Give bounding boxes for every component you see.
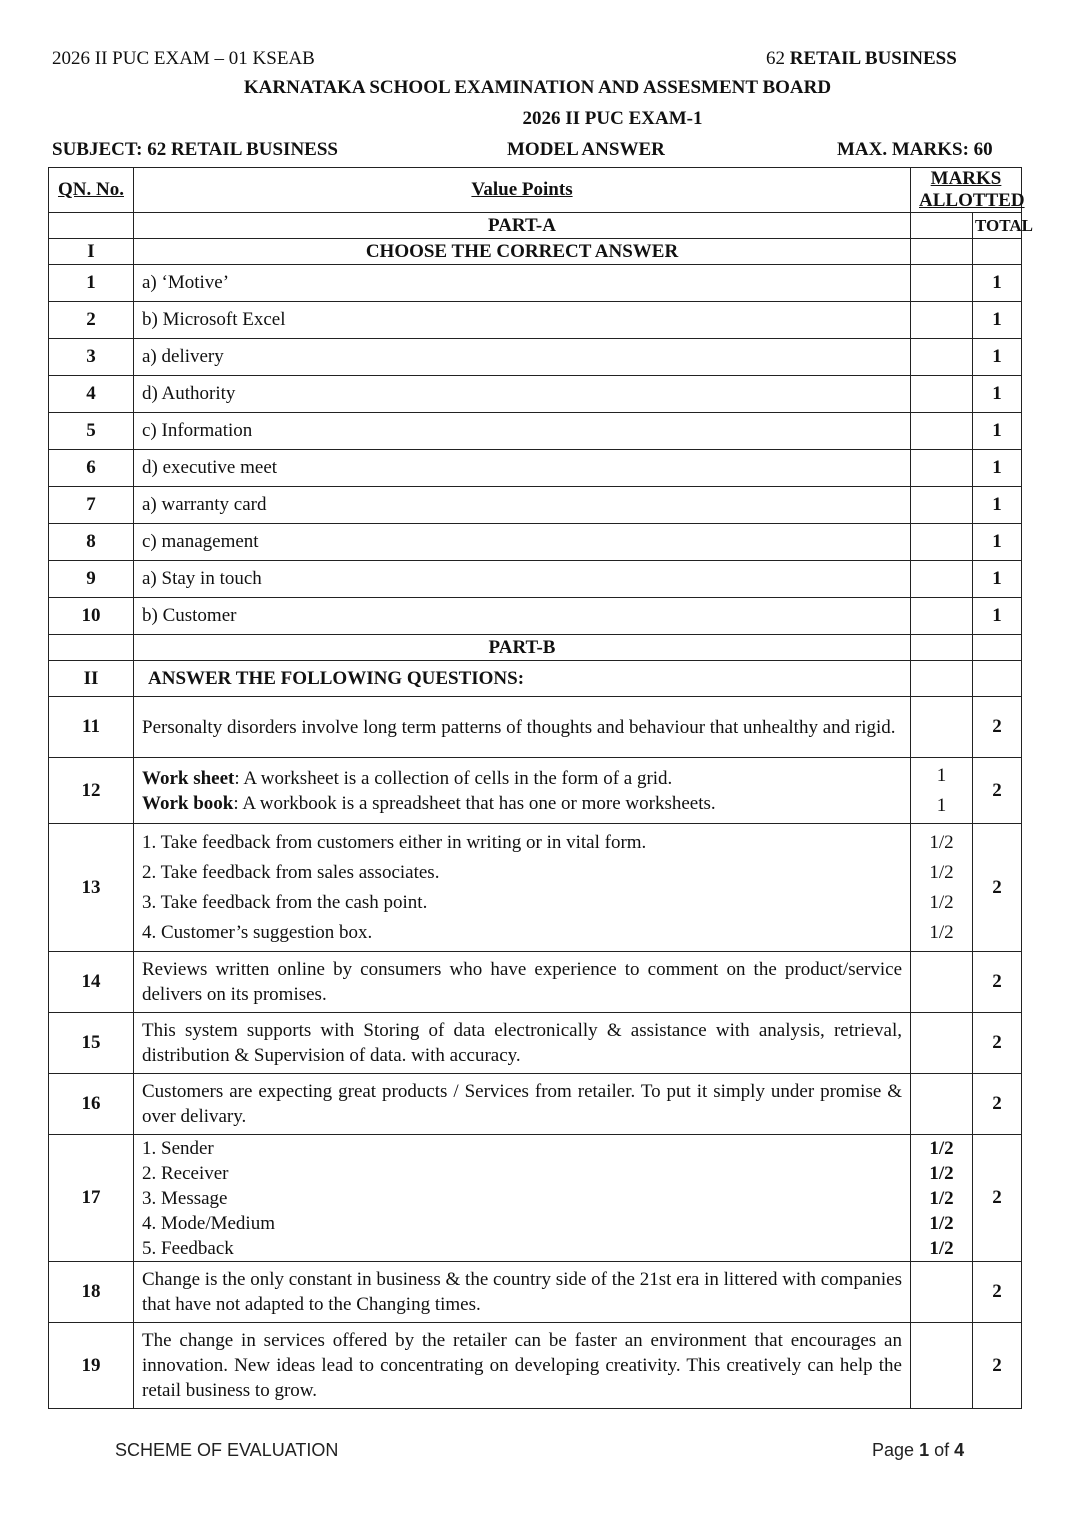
total-marks: 2 <box>973 1074 1022 1135</box>
marks-allotted <box>911 487 973 524</box>
question-number: 17 <box>49 1135 134 1262</box>
question-number: 12 <box>49 758 134 824</box>
total-marks: 2 <box>973 824 1022 952</box>
question-number: 1 <box>49 265 134 302</box>
question-number: 19 <box>49 1323 134 1409</box>
question-number: 4 <box>49 376 134 413</box>
section-number: I <box>49 239 134 265</box>
answer-text: Personalty disorders involve long term patterns of thoughts and behaviour that unhealthy and rigid. <box>134 697 911 758</box>
table-row <box>49 413 1022 450</box>
question-number: 2 <box>49 302 134 339</box>
total-marks: 1 <box>973 561 1022 598</box>
table-row <box>49 1135 1022 1262</box>
marks-allotted <box>911 265 973 302</box>
col-qn-header: QN. No. <box>49 168 134 213</box>
question-number: 6 <box>49 450 134 487</box>
question-number: 10 <box>49 598 134 635</box>
total-marks: 2 <box>973 952 1022 1013</box>
total-marks: 1 <box>973 302 1022 339</box>
table-row <box>49 1013 1022 1074</box>
section-row <box>49 661 1022 697</box>
answer-text: Reviews written online by consumers who have experience to comment on the product/service delivers on its promises. <box>134 952 911 1013</box>
answer-table <box>48 167 1033 1409</box>
col-marks-header: MARKS ALLOTTED <box>911 168 1022 213</box>
current-page: 1 <box>919 1440 930 1460</box>
mark-value: 1 <box>936 794 947 816</box>
board-title: KARNATAKA SCHOOL EXAMINATION AND ASSESMENT BOARD <box>243 77 832 98</box>
answer-text: Change is the only constant in business & the country side of the 21st era in littered with companies that have not adapted to the Changing times. <box>134 1262 911 1323</box>
max-marks-label: MAX. MARKS: 60 <box>837 139 993 160</box>
header-subject-code <box>766 48 957 70</box>
answer-text: b) Microsoft Excel <box>134 302 911 339</box>
marks-allotted <box>911 561 973 598</box>
table-row <box>49 450 1022 487</box>
model-answer-label: MODEL ANSWER <box>507 139 665 160</box>
header-subject-number: 62 <box>766 48 785 69</box>
list-item: 4. Customer’s suggestion box. <box>142 921 373 943</box>
question-number: 14 <box>49 952 134 1013</box>
question-number: 18 <box>49 1262 134 1323</box>
table-row <box>49 376 1022 413</box>
marks-allotted <box>911 450 973 487</box>
answer-text <box>134 758 911 824</box>
table-row <box>49 487 1022 524</box>
list-item: 5. Feedback <box>142 1237 234 1259</box>
mark-value: 1/2 <box>929 1212 954 1234</box>
term-definition: : A workbook is a spreadsheet that has one or more worksheets. <box>233 792 716 814</box>
page-number <box>872 1440 964 1461</box>
marks-allotted <box>911 524 973 561</box>
marks-allotted <box>911 598 973 635</box>
col-value-header: Value Points <box>134 168 911 213</box>
marks-allotted <box>911 413 973 450</box>
total-marks: 1 <box>973 487 1022 524</box>
question-number: 5 <box>49 413 134 450</box>
answer-list <box>134 1135 911 1262</box>
mark-value: 1 <box>936 764 947 786</box>
question-number: 15 <box>49 1013 134 1074</box>
list-item: 3. Message <box>142 1187 228 1209</box>
list-item: 4. Mode/Medium <box>142 1212 275 1234</box>
total-pages: 4 <box>954 1440 965 1460</box>
marks-allotted <box>911 1135 973 1262</box>
answer-text: a) ‘Motive’ <box>134 265 911 302</box>
section-title: CHOOSE THE CORRECT ANSWER <box>134 239 911 265</box>
term-label: Work book <box>142 792 234 814</box>
question-number: 8 <box>49 524 134 561</box>
list-item: 1. Take feedback from customers either in writing or in vital form. <box>142 831 647 853</box>
question-number: 13 <box>49 824 134 952</box>
total-marks: 1 <box>973 413 1022 450</box>
marks-allotted <box>911 824 973 952</box>
answer-text: c) management <box>134 524 911 561</box>
total-marks: 1 <box>973 265 1022 302</box>
mark-value: 1/2 <box>929 1137 954 1159</box>
subject-label: SUBJECT: 62 RETAIL BUSINESS <box>52 139 338 160</box>
total-marks: 1 <box>973 524 1022 561</box>
list-item: 3. Take feedback from the cash point. <box>142 891 428 913</box>
table-row <box>49 1262 1022 1323</box>
part-a-title: PART-A <box>134 213 911 239</box>
marks-allotted <box>911 758 973 824</box>
mark-value: 1/2 <box>929 861 954 883</box>
total-marks: 1 <box>973 376 1022 413</box>
mark-value: 1/2 <box>929 921 954 943</box>
marks-allotted <box>911 376 973 413</box>
question-number: 9 <box>49 561 134 598</box>
table-row <box>49 302 1022 339</box>
total-marks: 2 <box>973 1262 1022 1323</box>
term-definition: : A worksheet is a collection of cells in the form of a grid. <box>234 767 673 789</box>
answer-text: d) executive meet <box>134 450 911 487</box>
footer-label: SCHEME OF EVALUATION <box>115 1440 339 1460</box>
table-row <box>49 598 1022 635</box>
exam-title: 2026 II PUC EXAM-1 <box>522 108 703 129</box>
mark-value: 1/2 <box>929 1237 954 1259</box>
table-row <box>49 1074 1022 1135</box>
table-row <box>49 339 1022 376</box>
answer-text: b) Customer <box>134 598 911 635</box>
col-total-header: TOTAL <box>973 213 1022 239</box>
total-marks: 2 <box>973 1013 1022 1074</box>
mark-value: 1/2 <box>929 1187 954 1209</box>
section-row <box>49 239 1022 265</box>
table-row <box>49 524 1022 561</box>
total-marks: 1 <box>973 339 1022 376</box>
table-row <box>49 824 1022 952</box>
mark-value: 1/2 <box>929 1162 954 1184</box>
answer-text: d) Authority <box>134 376 911 413</box>
table-row <box>49 697 1022 758</box>
answer-text: a) delivery <box>134 339 911 376</box>
table-row <box>49 561 1022 598</box>
question-number: 7 <box>49 487 134 524</box>
marks-allotted <box>911 302 973 339</box>
total-marks: 2 <box>973 697 1022 758</box>
table-row <box>49 952 1022 1013</box>
question-number: 11 <box>49 697 134 758</box>
table-header-row <box>49 168 1022 213</box>
question-number: 3 <box>49 339 134 376</box>
answer-text: c) Information <box>134 413 911 450</box>
total-marks: 2 <box>973 758 1022 824</box>
term-label: Work sheet <box>142 767 235 789</box>
page-word: Page <box>872 1440 915 1460</box>
header-exam-code: 2026 II PUC EXAM – 01 KSEAB <box>52 48 315 69</box>
part-a-row <box>49 213 1022 239</box>
mark-value: 1/2 <box>929 891 954 913</box>
table-row <box>49 758 1022 824</box>
part-b-title: PART-B <box>134 635 911 661</box>
total-marks: 1 <box>973 598 1022 635</box>
table-row <box>49 1323 1022 1409</box>
answer-text: Customers are expecting great products / Services from retailer. To put it simply under promise & over delivary. <box>134 1074 911 1135</box>
list-item: 2. Take feedback from sales associates. <box>142 861 440 883</box>
of-word: of <box>934 1440 950 1460</box>
answer-list <box>134 824 911 952</box>
part-b-row <box>49 635 1022 661</box>
answer-text: This system supports with Storing of data electronically & assistance with analysis, retrieval, distribution & Supervision of data. with accuracy. <box>134 1013 911 1074</box>
answer-text: a) Stay in touch <box>134 561 911 598</box>
section-title: ANSWER THE FOLLOWING QUESTIONS: <box>134 661 911 697</box>
answer-text: a) warranty card <box>134 487 911 524</box>
question-number: 16 <box>49 1074 134 1135</box>
header-subject-name: RETAIL BUSINESS <box>789 48 957 69</box>
list-item: 1. Sender <box>142 1137 214 1159</box>
section-number: II <box>49 661 134 697</box>
answer-text: The change in services offered by the retailer can be faster an environment that encourages an innovation. New ideas lead to concentrating on developing creativity. This creatively can help the retail business to grow. <box>134 1323 911 1409</box>
total-marks: 2 <box>973 1135 1022 1262</box>
total-marks: 1 <box>973 450 1022 487</box>
marks-allotted <box>911 339 973 376</box>
mark-value: 1/2 <box>929 831 954 853</box>
list-item: 2. Receiver <box>142 1162 229 1184</box>
table-row <box>49 265 1022 302</box>
total-marks: 2 <box>973 1323 1022 1409</box>
